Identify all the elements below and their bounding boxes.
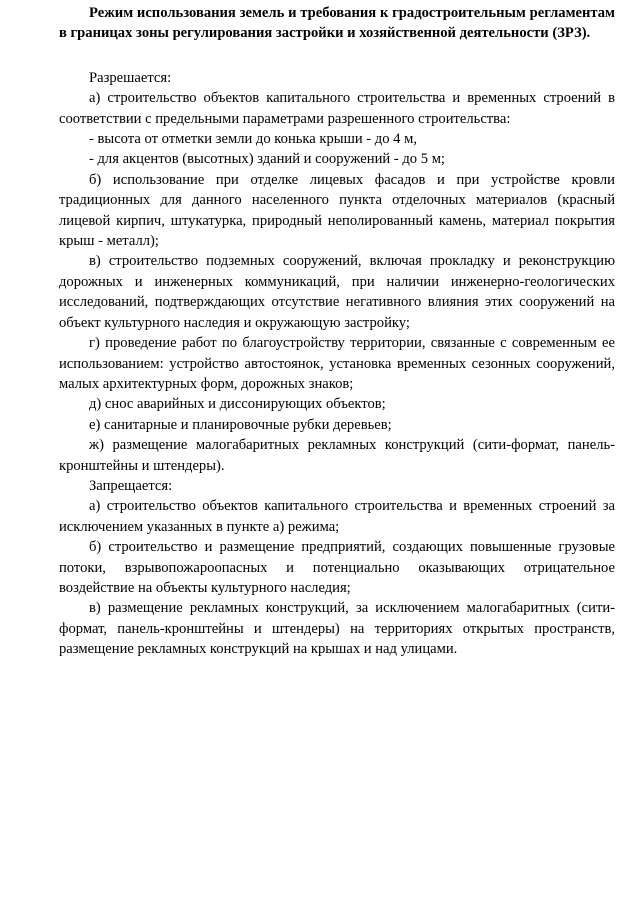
allowed-item-zh: ж) размещение малогабаритных рекламных конструкций (сити-формат, панель-кронштейны и штендеры). [59, 437, 615, 474]
allowed-heading: Разрешается: [89, 69, 172, 86]
spacer [59, 44, 615, 68]
allowed-item-b: б) использование при отделке лицевых фасадов и при устройстве кровли традиционных для данного населенного пункта отделочных материалов (красный лицевой кирпич, штукатурка, природный неполированный камень, материал покрытия крыш - металл); [59, 171, 615, 250]
forbidden-item-a: а) строительство объектов капитального строительства и временных строений за исключением указанных в пункте а) режима; [59, 498, 615, 535]
allowed-item-g: г) проведение работ по благоустройству территории, связанные с современным ее использованием: устройство автостоянок, установка временных сезонных сооружений, малых архитектурных форм, дорожных знаков; [59, 335, 615, 392]
allowed-item-a: а) строительство объектов капитального строительства и временных строений в соответствии с предельными параметрами разрешенного строительства: [59, 90, 615, 127]
allowed-item-d: д) снос аварийных и диссонирующих объектов; [89, 396, 386, 413]
forbidden-item-b: б) строительство и размещение предприятий, создающих повышенные грузовые потоки, взрывопожароопасных и потенциально оказывающих отрицательное воздействие на объекты культурного наследия; [59, 539, 615, 596]
document-page [59, 3, 615, 660]
forbidden-heading: Запрещается: [89, 477, 173, 494]
forbidden-item-v: в) размещение рекламных конструкций, за исключением малогабаритных (сити-формат, панель-кронштейны и штендеры) на территориях открытых пространств, размещение рекламных конструкций на крышах и над улицами. [59, 600, 615, 658]
document-title: Режим использования земель и требования к градостроительным регламентам в границах зоны регулирования застройки и хозяйственной деятельности (ЗРЗ). [59, 5, 615, 42]
allowed-item-height-accent: - для акцентов (высотных) зданий и сооружений - до 5 м; [89, 151, 445, 168]
allowed-item-height-ridge: - высота от отметки земли до конька крыши - до 4 м, [89, 131, 418, 148]
allowed-item-v: в) строительство подземных сооружений, включая прокладку и реконструкцию дорожных и инженерных коммуникаций, при наличии инженерно-геологических исследований, подтверждающих отсутствие негативного влияния этих сооружений на объект культурного наследия и окружающую застройку; [59, 253, 615, 331]
allowed-item-e: е) санитарные и планировочные рубки деревьев; [89, 416, 392, 433]
